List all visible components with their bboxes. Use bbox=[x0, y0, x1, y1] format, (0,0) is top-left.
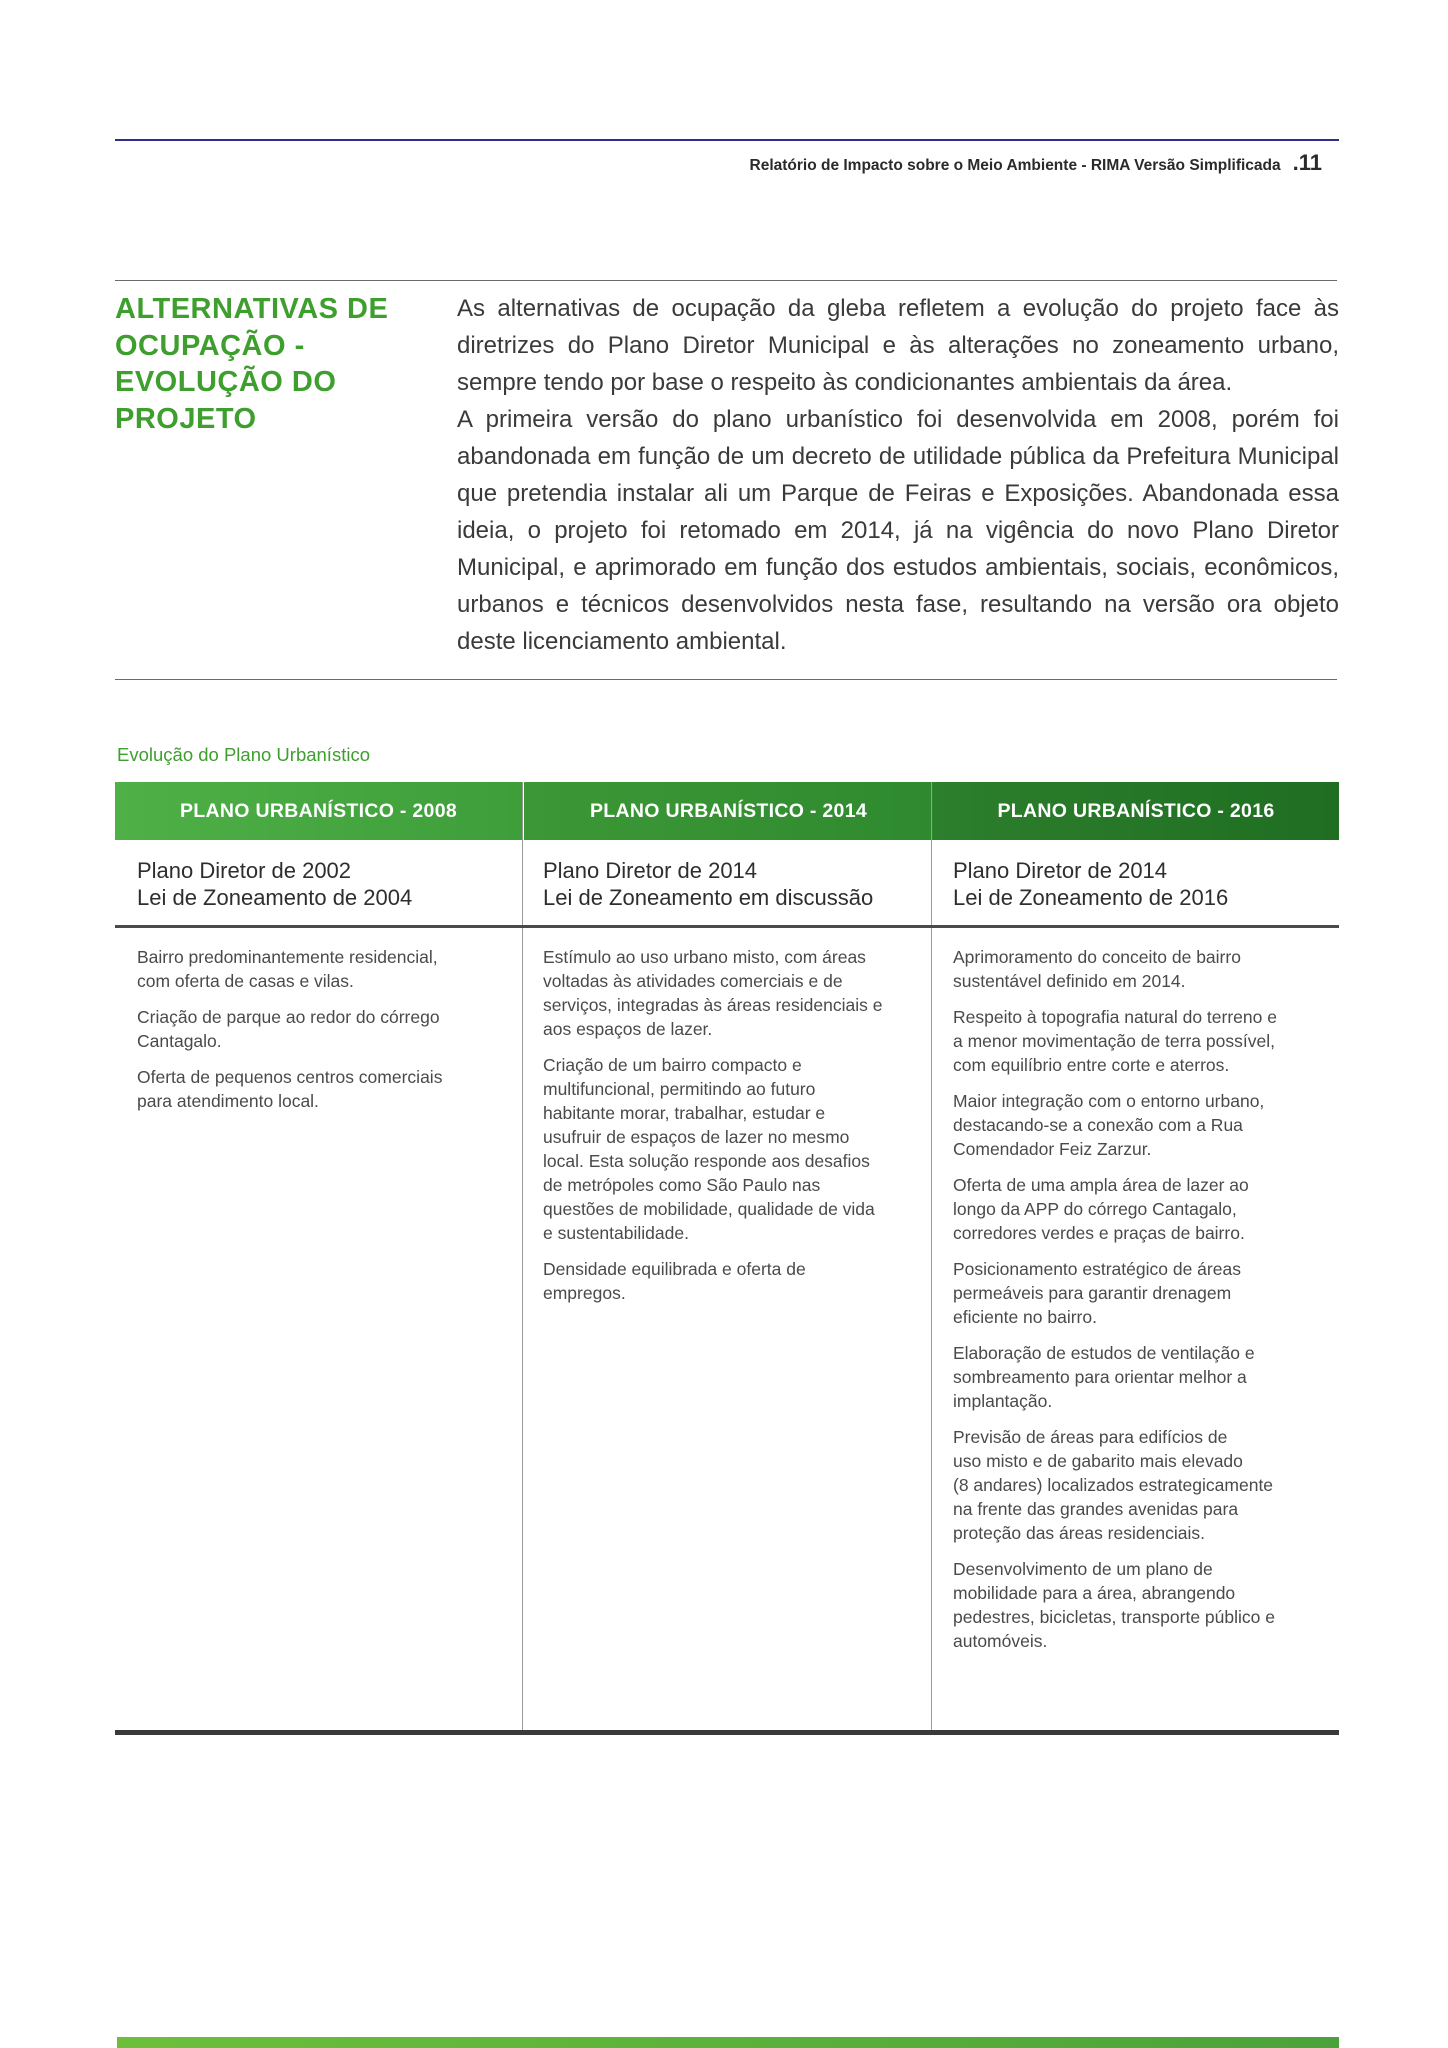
cell-line: aos espaços de lazer. bbox=[543, 1019, 713, 1039]
cell-line: com oferta de casas e vilas. bbox=[137, 971, 354, 991]
table-header-2016: PLANO URBANÍSTICO - 2016 bbox=[933, 782, 1339, 840]
cell-line: Maior integração com o entorno urbano, bbox=[953, 1091, 1265, 1111]
cell-line: Criação de parque ao redor do córrego bbox=[137, 1007, 440, 1027]
cell-line: Respeito à topografia natural do terreno e bbox=[953, 1007, 1277, 1027]
cell-line: sombreamento para orientar melhor a bbox=[953, 1367, 1247, 1387]
cell-item bbox=[543, 1053, 882, 1245]
cell-line: multifuncional, permitindo ao futuro bbox=[543, 1079, 816, 1099]
cell-line: voltadas às atividades comerciais e de bbox=[543, 971, 843, 991]
cell-line: pedestres, bicicletas, transporte público e bbox=[953, 1607, 1275, 1627]
cell-line: longo da APP do córrego Cantagalo, bbox=[953, 1199, 1237, 1219]
header-title: Relatório de Impacto sobre o Meio Ambiente - RIMA Versão Simplificada bbox=[749, 157, 1281, 174]
subheader-2016 bbox=[953, 857, 1228, 911]
cell-item bbox=[543, 945, 882, 1041]
cell-item bbox=[137, 1005, 442, 1053]
cell-line: implantação. bbox=[953, 1391, 1053, 1411]
cell-line: Desenvolvimento de um plano de bbox=[953, 1559, 1213, 1579]
table-header-2008: PLANO URBANÍSTICO - 2008 bbox=[115, 782, 522, 840]
subheader-line: Plano Diretor de 2002 bbox=[137, 858, 352, 883]
cell-item bbox=[953, 1341, 1277, 1413]
cell-item bbox=[953, 1173, 1277, 1245]
cell-line: permeáveis para garantir drenagem bbox=[953, 1283, 1232, 1303]
table-bottom-rule bbox=[115, 1730, 1339, 1735]
section-title-line: PROJETO bbox=[115, 402, 257, 435]
cell-line: automóveis. bbox=[953, 1631, 1048, 1651]
cell-line: proteção das áreas residenciais. bbox=[953, 1523, 1205, 1543]
subheader-line: Lei de Zoneamento de 2004 bbox=[137, 885, 413, 910]
column-2014 bbox=[543, 945, 882, 1317]
cell-line: e sustentabilidade. bbox=[543, 1223, 689, 1243]
cell-item bbox=[953, 1005, 1277, 1077]
running-header bbox=[750, 150, 1323, 176]
footer-bar bbox=[117, 2037, 1339, 2048]
cell-item bbox=[953, 945, 1277, 993]
section-top-rule bbox=[115, 280, 1337, 281]
cell-line: serviços, integradas às áreas residenciais e bbox=[543, 995, 883, 1015]
subheader-2008 bbox=[137, 857, 412, 911]
cell-line: empregos. bbox=[543, 1283, 626, 1303]
cell-line: Oferta de pequenos centros comerciais bbox=[137, 1067, 443, 1087]
cell-item bbox=[137, 1065, 442, 1113]
cell-line: com equilíbrio entre corte e aterros. bbox=[953, 1055, 1230, 1075]
cell-line: uso misto e de gabarito mais elevado bbox=[953, 1451, 1243, 1471]
cell-line: (8 andares) localizados estrategicamente bbox=[953, 1475, 1274, 1495]
cell-item bbox=[953, 1257, 1277, 1329]
page-number: .11 bbox=[1292, 150, 1322, 175]
cell-line: usufruir de espaços de lazer no mesmo bbox=[543, 1127, 850, 1147]
cell-line: Cantagalo. bbox=[137, 1031, 222, 1051]
cell-line: mobilidade para a área, abrangendo bbox=[953, 1583, 1236, 1603]
cell-line: Bairro predominantemente residencial, bbox=[137, 947, 438, 967]
table-header-row bbox=[115, 782, 1339, 840]
plan-evolution-table bbox=[115, 782, 1339, 1736]
cell-item bbox=[543, 1257, 882, 1305]
column-2016 bbox=[953, 945, 1277, 1665]
cell-line: de metrópoles como São Paulo nas bbox=[543, 1175, 821, 1195]
cell-line: Posicionamento estratégico de áreas bbox=[953, 1259, 1241, 1279]
cell-line: Aprimoramento do conceito de bairro bbox=[953, 947, 1241, 967]
section-title-line: OCUPAÇÃO - bbox=[115, 329, 305, 362]
section-title-line: EVOLUÇÃO DO bbox=[115, 366, 337, 398]
cell-line: corredores verdes e praças de bairro. bbox=[953, 1223, 1245, 1243]
subheader-line: Plano Diretor de 2014 bbox=[953, 858, 1168, 883]
cell-line: Oferta de uma ampla área de lazer ao bbox=[953, 1175, 1249, 1195]
section-body bbox=[457, 290, 1339, 660]
cell-line: destacando-se a conexão com a Rua bbox=[953, 1115, 1243, 1135]
cell-line: eficiente no bairro. bbox=[953, 1307, 1097, 1327]
cell-line: Densidade equilibrada e oferta de bbox=[543, 1259, 806, 1279]
subheader-line: Lei de Zoneamento de 2016 bbox=[953, 885, 1229, 910]
cell-line: Elaboração de estudos de ventilação e bbox=[953, 1343, 1255, 1363]
cell-line: a menor movimentação de terra possível, bbox=[953, 1031, 1275, 1051]
cell-item bbox=[953, 1557, 1277, 1653]
section-title-line: ALTERNATIVAS DE bbox=[115, 293, 389, 325]
cell-item bbox=[137, 945, 442, 993]
cell-line: Previsão de áreas para edifícios de bbox=[953, 1427, 1228, 1447]
cell-line: questões de mobilidade, qualidade de vida bbox=[543, 1199, 875, 1219]
section-title bbox=[115, 291, 415, 437]
cell-line: habitante morar, trabalhar, estudar e bbox=[543, 1103, 826, 1123]
table-caption: Evolução do Plano Urbanístico bbox=[117, 744, 370, 765]
table-header-2014: PLANO URBANÍSTICO - 2014 bbox=[524, 782, 933, 840]
subheader-line: Lei de Zoneamento em discussão bbox=[543, 885, 874, 910]
subheader-line: Plano Diretor de 2014 bbox=[543, 858, 758, 883]
cell-line: na frente das grandes avenidas para bbox=[953, 1499, 1239, 1519]
cell-line: Comendador Feiz Zarzur. bbox=[953, 1139, 1152, 1159]
cell-item bbox=[953, 1089, 1277, 1161]
cell-line: sustentável definido em 2014. bbox=[953, 971, 1186, 991]
cell-line: Criação de um bairro compacto e bbox=[543, 1055, 802, 1075]
column-2008 bbox=[137, 945, 442, 1125]
body-paragraph: As alternativas de ocupação da gleba refletem a evolução do projeto face às diretrizes do Plano Diretor Municipal e às alterações no zoneamento urbano, sempre tendo por base o respeito às condicionantes ambientais da área. bbox=[457, 295, 1339, 396]
cell-line: Estímulo ao uso urbano misto, com áreas bbox=[543, 947, 866, 967]
subheader-2014 bbox=[543, 857, 873, 911]
body-paragraph: A primeira versão do plano urbanístico foi desenvolvida em 2008, porém foi abandonada em função de um decreto de utilidade pública da Prefeitura Municipal que pretendia instalar ali um Parque de Feiras e Exposições. Abandonada essa ideia, o projeto foi retomado em 2014, já na vigência do novo Plano Diretor Municipal, e aprimorado em função dos estudos ambientais, sociais, econômicos, urbanos e técnicos desenvolvidos nesta fase, resultando na versão ora objeto deste licenciamento ambiental. bbox=[457, 406, 1339, 655]
cell-item bbox=[953, 1425, 1277, 1545]
cell-line: local. Esta solução responde aos desafios bbox=[543, 1151, 870, 1171]
section-bottom-rule bbox=[115, 679, 1337, 680]
cell-line: para atendimento local. bbox=[137, 1091, 319, 1111]
subheader-rule bbox=[115, 925, 1339, 928]
header-rule bbox=[115, 139, 1339, 141]
